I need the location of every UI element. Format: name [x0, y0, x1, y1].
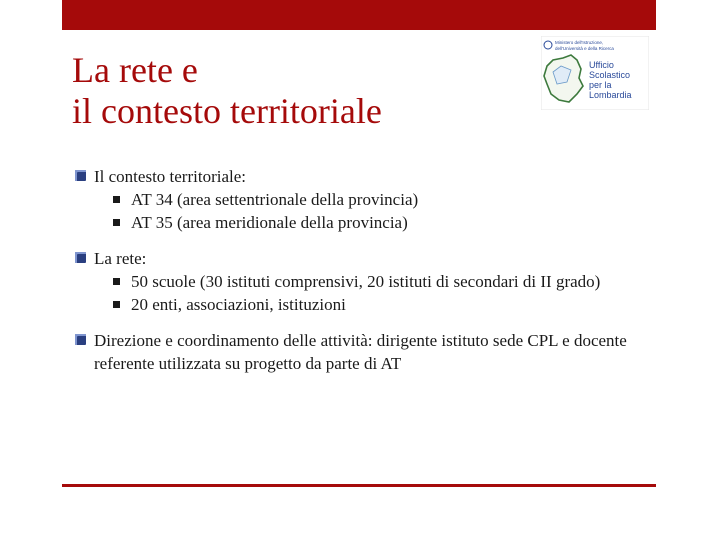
logo-office-line-4: Lombardia	[589, 90, 632, 100]
logo-office-line-1: Ufficio	[589, 60, 614, 70]
title-line-2: il contesto territoriale	[72, 91, 382, 131]
square-checkbox-icon	[75, 170, 86, 181]
logo-office-line-3: per la	[589, 80, 612, 90]
bullet-rete	[75, 247, 635, 316]
slide-content	[75, 165, 635, 375]
square-checkbox-icon	[75, 334, 86, 345]
title-line-1: La rete e	[72, 50, 198, 90]
sub-item	[94, 188, 635, 211]
bullet-text: Direzione e coordinamento delle attività: dirigente istituto sede CPL e docente referente utilizzata su progetto da parte di AT	[94, 331, 627, 373]
sub-item-text: 20 enti, associazioni, istituzioni	[131, 295, 346, 314]
filled-square-icon	[113, 219, 120, 226]
sub-item-text: AT 34 (area settentrionale della provincia)	[131, 190, 419, 209]
sub-item-text: AT 35 (area meridionale della provincia)	[131, 213, 408, 232]
bottom-accent-bar	[62, 484, 656, 487]
bullet-direzione	[75, 329, 635, 375]
sub-item-text: 50 scuole (30 istituti comprensivi, 20 istituti di secondari di II grado)	[131, 272, 601, 291]
filled-square-icon	[113, 301, 120, 308]
sub-item	[94, 270, 635, 293]
bullet-text: La rete:	[94, 249, 147, 268]
sub-list	[94, 270, 635, 316]
logo-office-line-2: Scolastico	[589, 70, 631, 80]
sub-item	[94, 293, 635, 316]
sub-list	[94, 188, 635, 234]
bullet-contesto	[75, 165, 635, 234]
filled-square-icon	[113, 278, 120, 285]
logo-ministry-line-1: Ministero dell'Istruzione,	[555, 40, 604, 45]
bullet-text: Il contesto territoriale:	[94, 167, 246, 186]
logo-ministry-line-2: dell'Università e della Ricerca	[555, 46, 614, 51]
slide-title	[72, 50, 512, 132]
filled-square-icon	[113, 196, 120, 203]
ufficio-scolastico-logo	[541, 36, 649, 110]
top-accent-bar	[62, 0, 656, 30]
square-checkbox-icon	[75, 252, 86, 263]
sub-item	[94, 211, 635, 234]
